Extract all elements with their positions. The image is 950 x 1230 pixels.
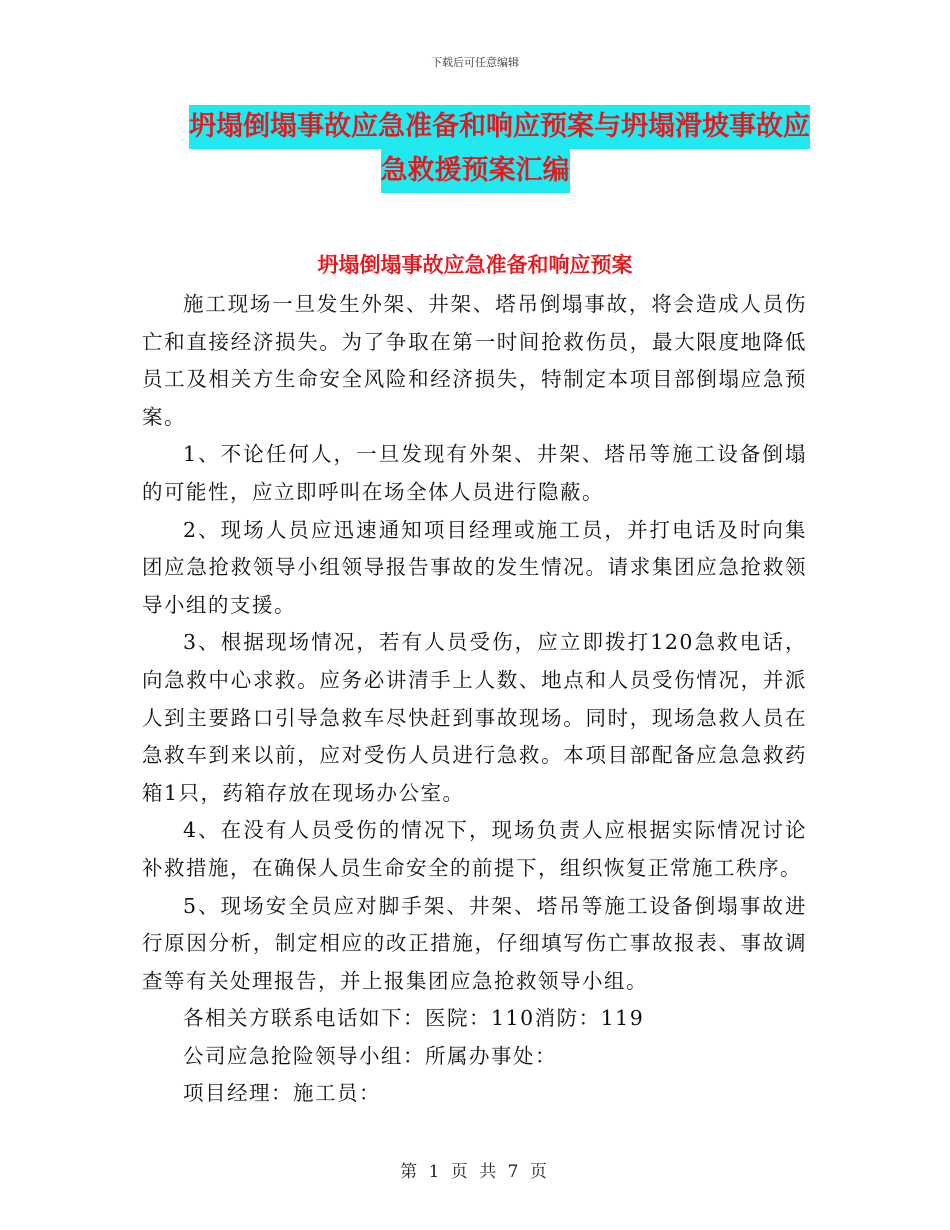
document-body [142, 286, 807, 1113]
page-number: 第 1 页 共 7 页 [400, 1162, 550, 1182]
contact-phones-line: 各相关方联系电话如下：医院：110消防：119 [183, 1006, 645, 1031]
section-title: 坍塌倒塌事故应急准备和响应预案 [317, 253, 633, 277]
step-3-paragraph: 3、根据现场情况，若有人员受伤，应立即拨打120急救电话，向急救中心求救。应务必讲清手上人数、地点和人员受伤情况，并派人到主要路口引导急救车尽快赶到事故现场。同时，现场急救人员在急救车到来以前，应对受伤人员进行急救。本项目部配备应急急救药箱1只，药箱存放在现场办公室。 [142, 630, 807, 805]
step-1-paragraph: 1、不论任何人，一旦发现有外架、井架、塔吊等施工设备倒塌的可能性，应立即呼叫在场全体人员进行隐蔽。 [142, 442, 807, 504]
step-4-paragraph: 4、在没有人员受伤的情况下，现场负责人应根据实际情况讨论补救措施，在确保人员生命安全的前提下，组织恢复正常施工秩序。 [142, 818, 807, 880]
title-highlight-1: 坍塌倒塌事故应急准备和响应预案与坍塌滑坡事故应 [189, 105, 810, 149]
document-title-line-1 [140, 113, 810, 140]
header-note: 下载后可任意编辑 [431, 56, 519, 69]
step-2-paragraph: 2、现场人员应迅速通知项目经理或施工员，并打电话及时向集团应急抢救领导小组领导报告事故的发生情况。请求集团应急抢救领导小组的支援。 [142, 517, 807, 617]
step-5-paragraph: 5、现场安全员应对脚手架、井架、塔吊等施工设备倒塌事故进行原因分析，制定相应的改正措施，仔细填写伤亡事故报表、事故调查等有关处理报告，并上报集团应急抢救领导小组。 [142, 893, 807, 993]
project-manager-line: 项目经理：施工员： [183, 1081, 381, 1106]
document-title-line-2 [140, 157, 810, 184]
intro-paragraph: 施工现场一旦发生外架、井架、塔吊倒塌事故，将会造成人员伤亡和直接经济损失。为了争取在第一时间抢救伤员，最大限度地降低员工及相关方生命安全风险和经济损失，特制定本项目部倒塌应急预案。 [142, 292, 807, 429]
leadership-group-line: 公司应急抢险领导小组：所属办事处： [183, 1043, 557, 1068]
title-highlight-2: 急救援预案汇编 [381, 149, 570, 193]
